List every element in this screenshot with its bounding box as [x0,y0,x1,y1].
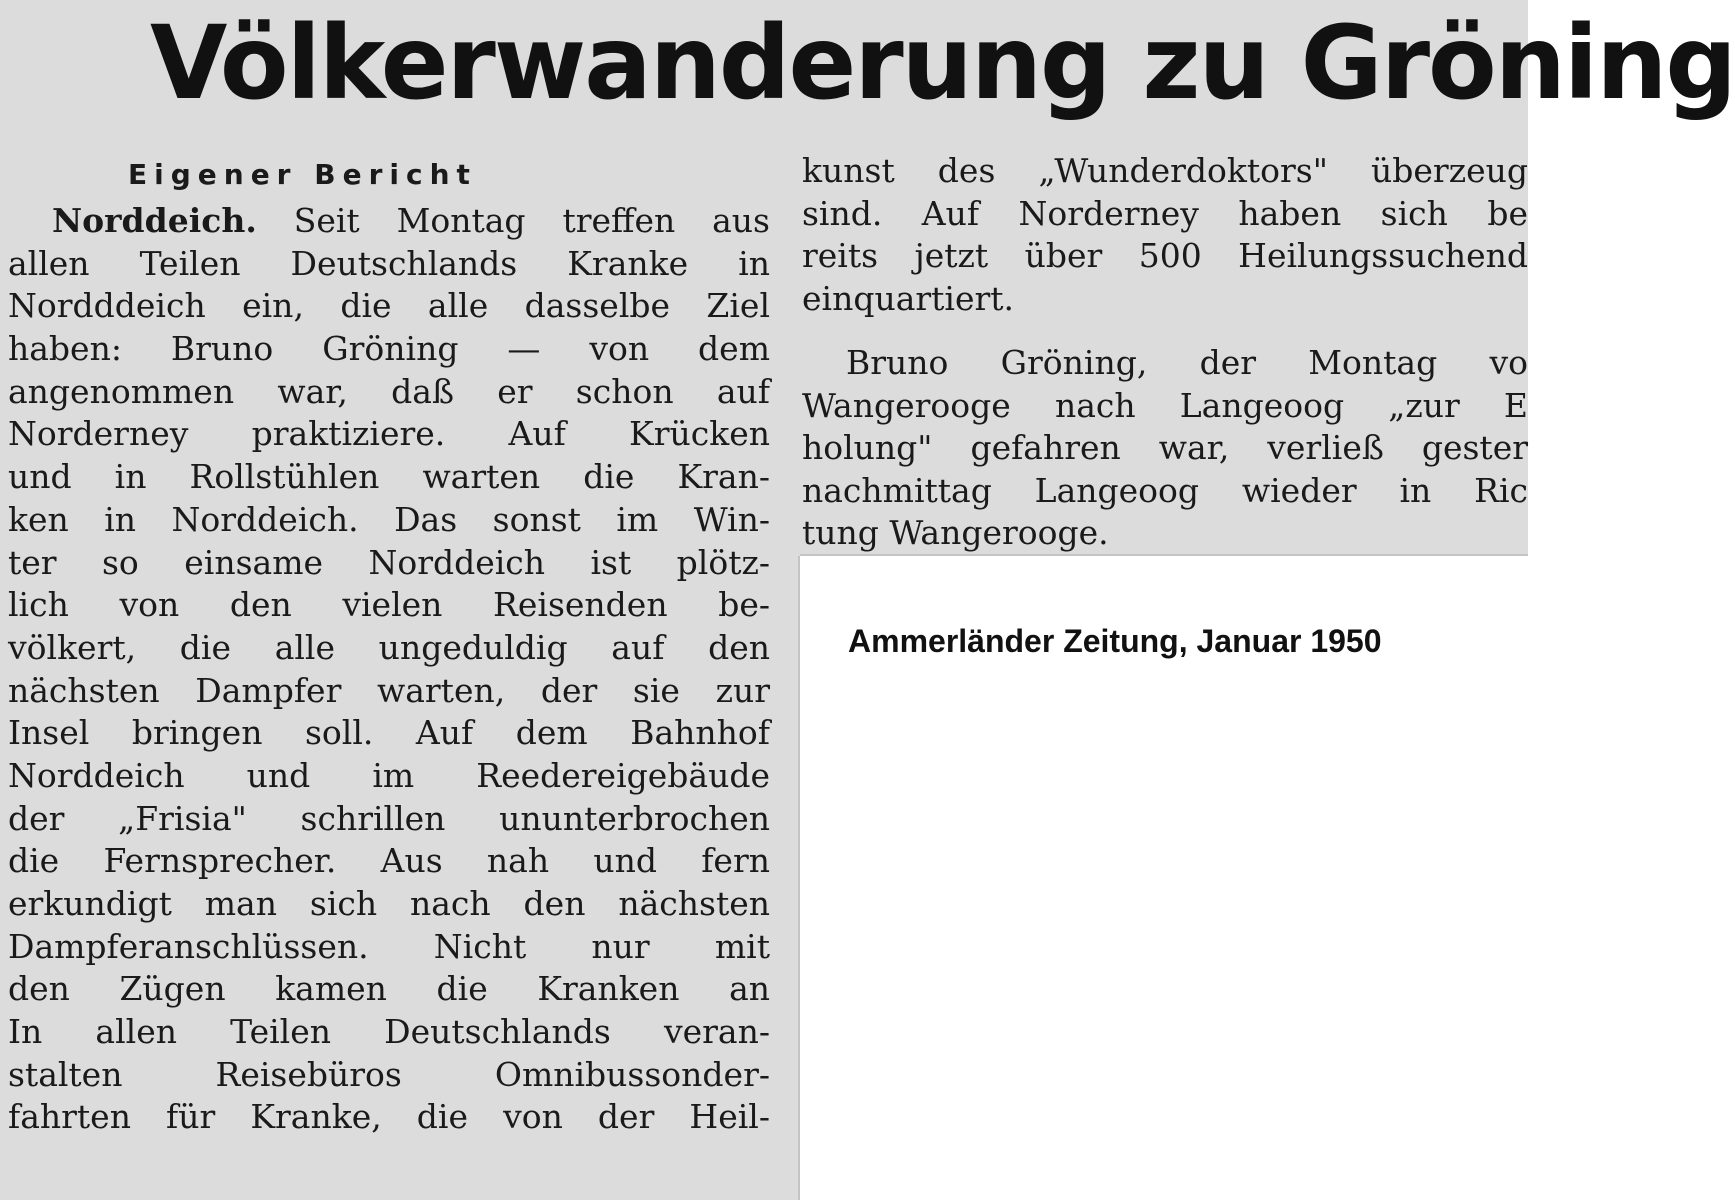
article-column-right [802,150,1528,555]
article-line: den Zügen kamen die Kranken an [8,969,770,1009]
article-line: holung" gefahren war, verließ gester [802,428,1528,467]
article-line: lich von den vielen Reisenden be- [8,585,770,625]
article-line: Dampferanschlüssen. Nicht nur mit [8,926,770,966]
article-line: angenommen war, daß er schon auf [8,371,770,411]
article-headline: Völkerwanderung zu Gröning [150,3,1735,123]
article-line: und in Rollstühlen warten die Kran- [8,457,770,497]
article-column-left [8,150,770,1139]
source-caption: Ammerländer Zeitung, Januar 1950 [848,623,1382,659]
article-line: fahrten für Kranke, die von der Heil- [8,1097,770,1137]
article-line: Nordddeich ein, die alle dasselbe Ziel [8,286,770,326]
article-line: nachmittag Langeoog wieder in Ric [802,470,1528,510]
article-line: Insel bringen soll. Auf dem Bahnhof [8,713,770,753]
article-line: nächsten Dampfer warten, der sie zur [8,670,770,710]
article-line: der „Frisia" schrillen ununterbrochen [8,798,770,838]
article-line: kunst des „Wunderdoktors" überzeug [802,151,1528,190]
article-line: einquartiert. [802,278,1015,318]
article-line: haben: Bruno Gröning — von dem [8,329,770,369]
article-line: ken in Norddeich. Das sonst im Win- [8,499,770,539]
article-line: tung Wangerooge. [802,513,1109,552]
article-line-text: Seit Montag treffen aus [293,201,770,240]
article-line: völkert, die alle ungeduldig auf den [8,627,770,667]
clipping-cut-edge-vertical [798,556,800,1200]
paragraph-gap [802,320,1528,342]
article-line: die Fernsprecher. Aus nah und fern [8,841,770,881]
article-line: Bruno Gröning, der Montag vo [846,343,1528,382]
article-line: sind. Auf Norderney haben sich be [802,193,1528,233]
article-line [8,200,770,243]
article-byline: Eigener Bericht [128,158,477,191]
article-line: reits jetzt über 500 Heilungssuchend [802,236,1528,275]
article-line: Norderney praktiziere. Auf Krücken [8,414,770,454]
article-line: allen Teilen Deutschlands Kranke in [8,243,770,283]
article-dateline: Norddeich. [52,201,257,240]
article-line: ter so einsame Norddeich ist plötz- [8,542,770,582]
article-line: Wangerooge nach Langeoog „zur E [802,385,1528,425]
article-line: stalten Reisebüros Omnibussonder- [8,1054,770,1094]
article-line: Norddeich und im Reedereigebäude [8,755,770,795]
article-line: In allen Teilen Deutschlands veran- [8,1012,770,1052]
article-line: erkundigt man sich nach den nächsten [8,884,770,923]
